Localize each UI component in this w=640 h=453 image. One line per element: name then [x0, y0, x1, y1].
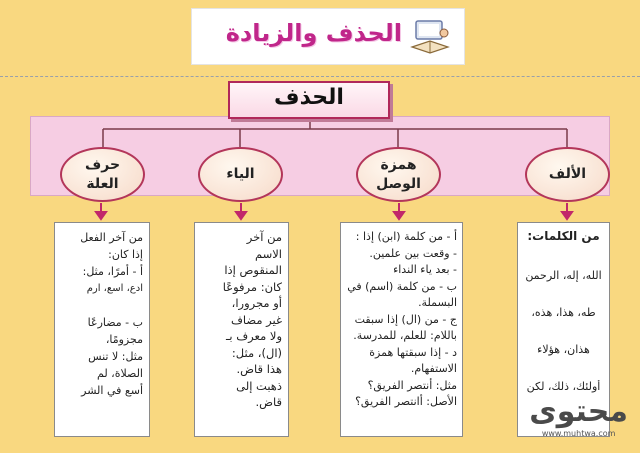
- yaa-line: قاض.: [255, 395, 282, 409]
- yaa-line: كان: مرفوعًا: [222, 279, 282, 294]
- yaa-line: غير مضاف: [230, 312, 282, 327]
- illa-line: من آخر الفعل: [80, 231, 143, 244]
- yaa-line: هذا قاض.: [236, 362, 282, 376]
- alef-line: من الكلمات:: [527, 229, 600, 243]
- yaa-line: (ال)، مثل:: [231, 345, 282, 360]
- hamza-line: الأصل: أانتصر الفريق؟: [355, 395, 457, 408]
- watermark-logo-text: محتوى: [529, 394, 628, 429]
- hamza-line: - وقعت بين علمين.: [369, 246, 457, 260]
- illa-line: [61, 297, 143, 314]
- hamza-line: البسملة.: [418, 296, 457, 309]
- yaa-details-box: [194, 222, 289, 437]
- category-illa-line-2: العلة: [86, 175, 119, 192]
- category-hamza-wasl: [356, 147, 441, 202]
- illa-line: إذا كان:: [108, 248, 143, 261]
- alef-line: الله، إله، الرحمن: [525, 269, 602, 282]
- illa-line: أ - أمرًا، مثل:: [82, 265, 143, 278]
- illa-line: مثل: لا تنس: [88, 350, 143, 363]
- category-illa-line-1: حرف: [84, 156, 121, 173]
- hamza-line: ج - من (ال) إذا سبقت: [354, 312, 457, 326]
- site-watermark: [529, 394, 628, 438]
- illa-line: الصلاة، لم: [97, 367, 143, 380]
- category-hamza-line-2: الوصل: [376, 175, 421, 192]
- hamza-details-box: [340, 222, 463, 437]
- page-title: الحذف والزيادة: [225, 19, 402, 47]
- hamza-line: أ - من كلمة (ابن) إذا :: [355, 230, 457, 243]
- yaa-line: المنقوص إذا: [224, 263, 282, 277]
- hamza-line: باللام: للعلم، للمدرسة.: [353, 329, 457, 342]
- hamza-line: الاستفهام.: [410, 362, 457, 375]
- yaa-line: الاسم: [254, 246, 282, 261]
- category-alef-label: الألف: [548, 166, 587, 183]
- alef-line: هذان، هؤلاء: [537, 343, 590, 356]
- illa-line: ادع، اسع، ارم: [86, 283, 143, 294]
- category-yaa: [198, 147, 283, 202]
- root-node-label: الحذف: [274, 85, 344, 110]
- watermark-url: www.muhtwa.com: [541, 429, 616, 438]
- hamza-line: مثل: أنتصر الفريق؟: [367, 378, 457, 392]
- alef-line: أولئك، ذلك، لكن: [526, 380, 601, 393]
- hamza-line: د - إذا سبقتها همزة: [369, 345, 457, 359]
- category-yaa-label: الياء: [226, 166, 255, 183]
- yaa-line: ولا معرف بـ: [226, 329, 282, 343]
- category-alef: [525, 147, 610, 202]
- illa-details-box: [54, 222, 150, 437]
- hamza-line: ب - من كلمة (اسم) في: [347, 279, 457, 293]
- category-hamza-line-1: همزة: [380, 156, 417, 173]
- yaa-line: أو مجرورا،: [231, 296, 282, 310]
- alef-line: طه، هذا، هذه،: [531, 306, 596, 319]
- illa-line: مجزومًا،: [105, 333, 143, 346]
- root-node: [228, 81, 390, 119]
- hamza-line: - بعد ياء النداء: [393, 263, 457, 276]
- illa-line: أسع في الشر: [81, 384, 143, 397]
- yaa-line: من آخر: [246, 230, 282, 244]
- category-harf-illa: [60, 147, 145, 202]
- yaa-line: ذهبت إلى: [236, 378, 282, 393]
- illa-line: ب - مضارعًا: [87, 316, 143, 329]
